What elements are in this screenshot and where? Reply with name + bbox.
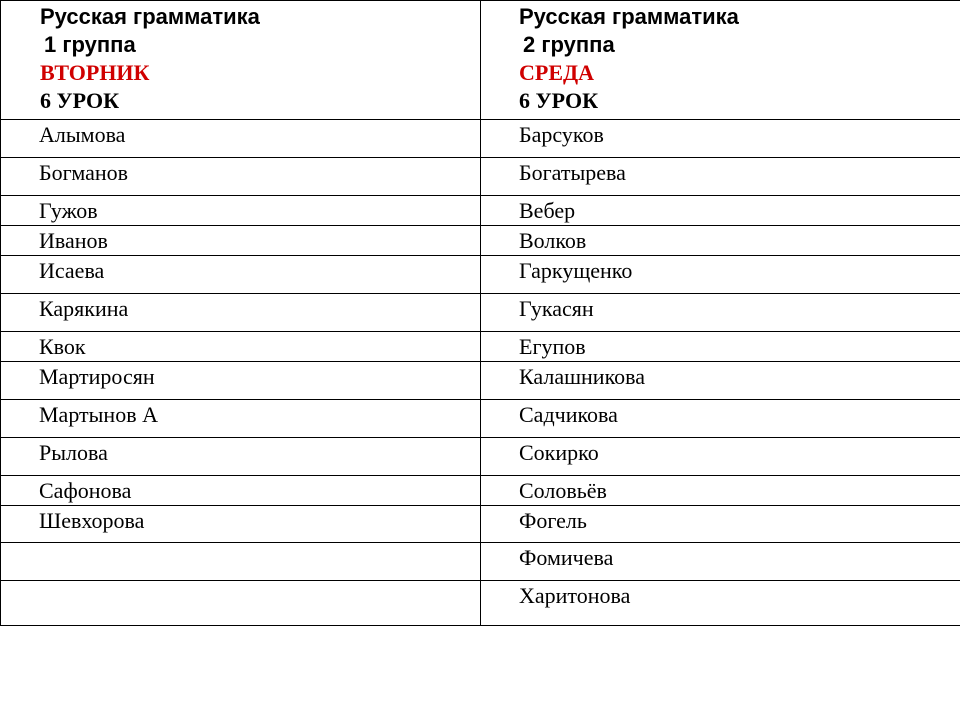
- group-1-student-cell: [1, 256, 481, 294]
- group-1-student-cell: [1, 438, 481, 476]
- group-2-header: [481, 1, 960, 120]
- student-name: [1, 581, 480, 582]
- student-name: Квок: [39, 334, 86, 359]
- group-1-student-cell: [1, 506, 481, 543]
- group-1-student-cell: [1, 332, 481, 362]
- group-1-student-cell: [1, 158, 481, 196]
- group-1-number: 1 группа: [44, 32, 136, 57]
- student-name: Волков: [519, 228, 587, 253]
- group-1-day: ВТОРНИК: [40, 60, 150, 85]
- student-name: Егупов: [519, 334, 586, 359]
- student-name: Калашникова: [519, 364, 646, 389]
- group-2-lesson: 6 УРОК: [519, 88, 599, 113]
- group-2-student-cell: [481, 438, 960, 476]
- group-2-student-cell: [481, 581, 960, 626]
- table-row: [1, 362, 960, 400]
- student-name: Гаркущенко: [519, 258, 633, 283]
- student-name: Шевхорова: [39, 508, 145, 533]
- group-2-student-cell: [481, 400, 960, 438]
- table-row: [1, 581, 960, 626]
- table-row: [1, 256, 960, 294]
- student-name: Богманов: [39, 160, 129, 185]
- student-name: Карякина: [39, 296, 129, 321]
- header-row: [1, 1, 960, 120]
- group-2-student-cell: [481, 476, 960, 506]
- student-name: Фомичева: [519, 545, 614, 570]
- student-name: Соловьёв: [519, 478, 607, 503]
- student-name: Сокирко: [519, 440, 599, 465]
- group-2-student-cell: [481, 362, 960, 400]
- group-2-student-cell: [481, 332, 960, 362]
- group-1-student-cell: [1, 400, 481, 438]
- student-name: Вебер: [519, 198, 576, 223]
- group-2-student-cell: [481, 196, 960, 226]
- table-row: [1, 476, 960, 506]
- group-1-student-cell: [1, 120, 481, 158]
- student-name: Алымова: [39, 122, 126, 147]
- student-name: Исаева: [39, 258, 105, 283]
- group-2-student-cell: [481, 506, 960, 543]
- student-name: Харитонова: [519, 583, 631, 608]
- group-1-student-cell: [1, 226, 481, 256]
- table-row: [1, 226, 960, 256]
- group-2-student-cell: [481, 226, 960, 256]
- group-2-student-cell: [481, 158, 960, 196]
- group-2-day: СРЕДА: [519, 60, 595, 85]
- group-2-student-cell: [481, 294, 960, 332]
- table-row: [1, 438, 960, 476]
- group-1-student-cell: [1, 294, 481, 332]
- group-1-title: Русская грамматика: [40, 4, 260, 29]
- student-name: Мартынов А: [39, 402, 158, 427]
- student-name: Рылова: [39, 440, 108, 465]
- group-1-student-cell: [1, 476, 481, 506]
- group-2-number: 2 группа: [523, 32, 615, 57]
- table-row: [1, 506, 960, 543]
- student-name: Богатырева: [519, 160, 626, 185]
- student-name: [1, 543, 480, 544]
- table-row: [1, 332, 960, 362]
- table-row: [1, 543, 960, 581]
- student-name: Мартиросян: [39, 364, 155, 389]
- table-row: [1, 120, 960, 158]
- table-row: [1, 294, 960, 332]
- group-2-student-cell: [481, 256, 960, 294]
- group-1-student-cell: [1, 581, 481, 626]
- table-row: [1, 158, 960, 196]
- student-name: Иванов: [39, 228, 108, 253]
- table-row: [1, 400, 960, 438]
- group-1-lesson: 6 УРОК: [40, 88, 120, 113]
- group-2-title: Русская грамматика: [519, 4, 739, 29]
- group-1-student-cell: [1, 362, 481, 400]
- student-name: Фогель: [519, 508, 587, 533]
- group-1-header: [1, 1, 481, 120]
- student-name: Сафонова: [39, 478, 132, 503]
- student-name: Барсуков: [519, 122, 604, 147]
- student-name: Гужов: [39, 198, 98, 223]
- group-1-student-cell: [1, 543, 481, 581]
- student-name: Садчикова: [519, 402, 618, 427]
- group-2-student-cell: [481, 120, 960, 158]
- student-name: Гукасян: [519, 296, 594, 321]
- table-row: [1, 196, 960, 226]
- group-1-student-cell: [1, 196, 481, 226]
- group-2-student-cell: [481, 543, 960, 581]
